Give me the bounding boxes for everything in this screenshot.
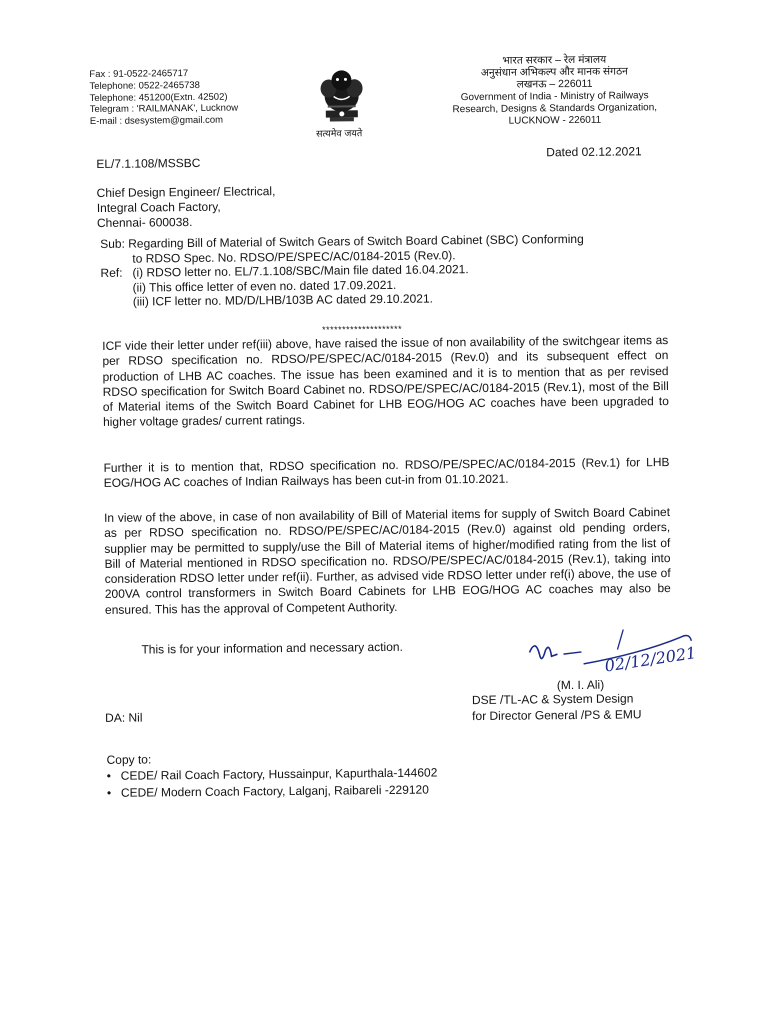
reference-text: (iii) ICF letter no. MD/D/LHB/103B AC dated 29.10.2021.	[132, 291, 433, 309]
org-english-line-1: Government of India - Ministry of Railways	[460, 89, 649, 103]
body-paragraph: Further it is to mention that, RDSO specification no. RDSO/PE/SPEC/AC/0184-2015 (Rev.1) for LHB EOG/HOG AC coaches of Indian Railways has been cut-in from 01.10.2021.	[103, 455, 670, 491]
emblem-motto: सत्यमेव जयते	[315, 128, 363, 140]
addressee-line: Chief Design Engineer/ Electrical,	[96, 184, 276, 200]
copy-recipient: CEDE/ Modern Coach Factory, Lalganj, Raibareli -229120	[120, 782, 429, 800]
telephone-ext-line: Telephone: 451200(Extn. 42502)	[89, 91, 228, 104]
email-line: E-mail : dsesystem@gmail.com	[89, 114, 224, 128]
org-english-line-3: LUCKNOW - 226011	[508, 114, 602, 127]
copy-to-label: Copy to:	[106, 752, 152, 767]
body-paragraph: ICF vide their letter under ref(iii) above, have raised the issue of non availability of the switchgear items as per RDSO specification no. RDSO/PE/SPEC/AC/0184-2015 (Rev.0) and its subsequent effect on production of LHB AC coaches. The issue has been examined and it is to mention that as per revised RDSO specification for Switch Board Cabinet no. RDSO/PE/SPEC/AC/0184-2015 (Rev.1), most of the Bill of Material items of the Switch Board Cabinet for LHB EOG/HOG AC coaches have been upgraded to higher voltage grades/ current ratings.	[102, 333, 669, 430]
addressee-line: Integral Coach Factory,	[96, 199, 221, 215]
designation-block	[472, 691, 642, 724]
org-hindi-line-1: भारत सरकार – रेल मंत्रालय	[502, 53, 607, 67]
reference-text: (i) RDSO letter no. EL/7.1.108/SBC/Main file dated 16.04.2021.	[132, 262, 469, 280]
handwritten-signature	[521, 622, 722, 684]
list-item	[107, 781, 438, 801]
letter-date: Dated 02.12.2021	[546, 144, 642, 160]
telegram-line: Telegram : 'RAILMANAK', Lucknow	[89, 102, 239, 116]
separator-stars: ********************	[322, 323, 403, 335]
designation-line: for Director General /PS & EMU	[472, 706, 642, 723]
telephone-line: Telephone: 0522-2465738	[89, 79, 200, 92]
subject-block	[100, 231, 701, 310]
contact-block	[89, 68, 238, 129]
designation-line: DSE /TL-AC & System Design	[471, 691, 634, 708]
addressee-block	[97, 184, 276, 231]
signatory-name: (M. I. Ali)	[556, 677, 605, 693]
organization-block	[409, 53, 700, 129]
copy-recipient: CEDE/ Rail Coach Factory, Hussainpur, Kapurthala-144602	[120, 765, 438, 783]
bullet-icon: •	[106, 785, 112, 800]
org-hindi-line-2: अनुसंधान अभिकल्प और मानक संगठन	[480, 65, 629, 80]
subject-line: to RDSO Spec. No. RDSO/PE/SPEC/AC/0184-2015 (Rev.0).	[132, 247, 456, 266]
bullet-icon: •	[106, 768, 112, 783]
copy-to-list	[107, 764, 438, 801]
body-paragraph: In view of the above, in case of non availability of Bill of Material items for supply of Switch Board Cabinet as per RDSO specification no. RDSO/PE/SPEC/AC/0184-2015 (Rev.0) against old pending orders, supplier may be permitted to supply/use the Bill of Material items of higher/modified rating from the list of Bill of Material mentioned in RDSO specification no. RDSO/PE/SPEC/AC/0184-2015 (Rev.1), taking into consideration RDSO letter under ref(ii). Further, as advised vide RDSO letter under ref(i) above, the use of 200VA control transformers in Switch Board Cabinets for LHB EOG/HOG AC coaches may also be ensured. This has the approval of Competent Authority.	[103, 505, 671, 617]
org-english-line-2: Research, Designs & Standards Organization,	[452, 101, 658, 116]
org-hindi-line-3: लखनऊ – 226011	[516, 78, 593, 91]
subject-line: Sub: Regarding Bill of Material of Switch Gears of Switch Board Cabinet (SBC) Conforming	[100, 231, 584, 251]
svg-text:02/12/2021: 02/12/2021	[603, 643, 698, 676]
reference-text: (ii) This office letter of even no. dated 17.09.2021.	[132, 277, 397, 295]
closing-line: This is for your information and necessary action.	[141, 639, 403, 657]
addressee-line: Chennai- 600038.	[96, 214, 193, 230]
fax-line: Fax : 91-0522-2465717	[89, 68, 189, 81]
documents-attached: DA: Nil	[105, 710, 143, 725]
ref-label: Ref:	[100, 265, 123, 280]
reference-number: EL/7.1.108/MSSBC	[96, 155, 201, 171]
